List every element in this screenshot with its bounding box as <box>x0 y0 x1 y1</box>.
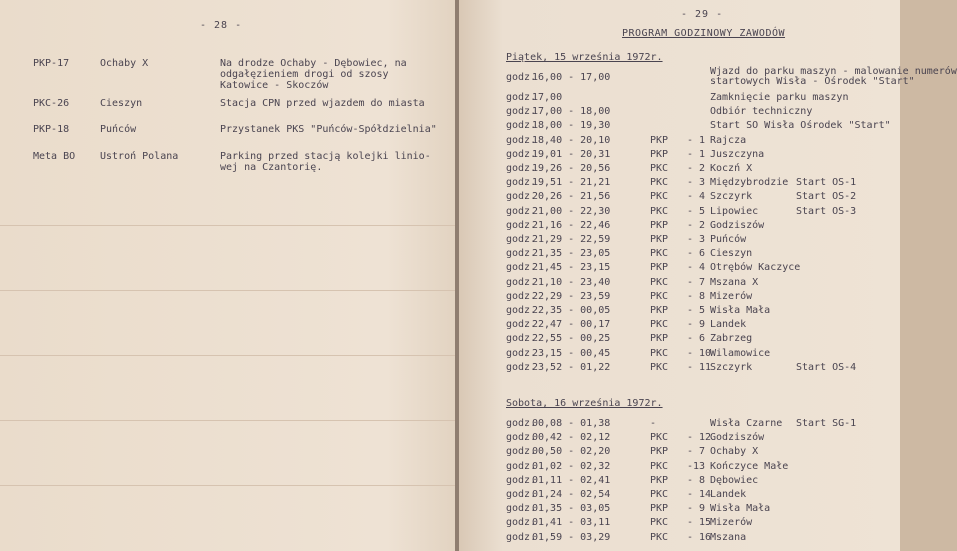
time-range: 21,35 - 23,05 <box>532 248 611 260</box>
time-label: godz. <box>506 305 537 316</box>
place-name: Zamknięcie parku maszyn <box>710 92 849 103</box>
checkpoint-place: Cieszyn <box>100 98 143 109</box>
place-name: Dębowiec <box>710 474 759 486</box>
checkpoint-code: PKC <box>650 276 669 288</box>
place-name: Mizerów <box>710 290 753 302</box>
checkpoint-code: PKC <box>650 489 669 500</box>
time-range: 17,00 <box>532 92 563 103</box>
time-label: godz. <box>506 191 537 203</box>
checkpoint-code: PKP <box>650 474 669 486</box>
checkpoint-number: - 3 <box>687 177 706 189</box>
checkpoint-code: PKP <box>650 333 669 345</box>
place-name: Zabrzeg <box>710 333 753 345</box>
page-title: PROGRAM GODZINOWY ZAWODÓW <box>622 28 786 39</box>
checkpoint-code: PKC <box>650 517 669 529</box>
place-name: Start SO Wisła Ośrodek "Start" <box>710 120 891 132</box>
place-name: Międzybrodzie <box>710 177 789 189</box>
time-range: 19,51 - 21,21 <box>532 177 611 189</box>
checkpoint-place: Ustroń Polana <box>100 151 179 162</box>
place-name: Landek <box>710 489 747 500</box>
time-label: godz. <box>506 517 537 529</box>
checkpoint-description: Na drodze Ochaby - Dębowiec, na odgałęzieniem drogi od szosy Katowice - Skoczów <box>220 58 407 91</box>
time-label: godz. <box>506 177 537 189</box>
checkpoint-code: PKC-26 <box>33 98 70 109</box>
checkpoint-number: - 14 <box>687 489 712 500</box>
checkpoint-number: - 9 <box>687 319 706 331</box>
time-label: godz. <box>506 347 537 359</box>
checkpoint-number: - 8 <box>687 474 706 486</box>
checkpoint-code: PKC <box>650 290 669 302</box>
paper-line <box>0 420 455 421</box>
time-label: godz. <box>506 262 537 274</box>
time-label: godz. <box>506 446 537 458</box>
checkpoint-code: PKP <box>650 503 669 515</box>
checkpoint-code: PKC <box>650 248 669 260</box>
checkpoint-code: Meta BO <box>33 151 76 162</box>
place-name: Wjazd do parku maszyn - malowanie numerów startowych Wisła - Ośrodek "Start" <box>710 66 957 87</box>
checkpoint-code: PKP <box>650 305 669 316</box>
checkpoint-code: PKP <box>650 134 669 146</box>
time-range: 17,00 - 18,00 <box>532 106 611 118</box>
time-range: 22,55 - 00,25 <box>532 333 611 345</box>
time-range: 00,50 - 02,20 <box>532 446 611 458</box>
time-range: 01,59 - 03,29 <box>532 531 611 543</box>
checkpoint-code: PKP <box>650 446 669 458</box>
time-range: 19,01 - 20,31 <box>532 148 611 160</box>
time-label: godz. <box>506 163 537 174</box>
time-label: godz. <box>506 205 537 217</box>
place-name: Rajcza <box>710 134 747 146</box>
checkpoint-description: Stacja CPN przed wjazdem do miasta <box>220 98 425 109</box>
time-range: 21,10 - 23,40 <box>532 276 611 288</box>
time-range: 22,29 - 23,59 <box>532 290 611 302</box>
checkpoint-number: - 3 <box>687 234 706 245</box>
place-name: Mszana X <box>710 276 759 288</box>
checkpoint-number: - 15 <box>687 517 712 529</box>
place-name: Wilamowice <box>710 347 771 359</box>
checkpoint-code: PKC <box>650 205 669 217</box>
place-name: Godziszów <box>710 219 765 231</box>
time-label: godz. <box>506 92 537 103</box>
checkpoint-code: PKC <box>650 177 669 189</box>
time-label: godz. <box>506 319 537 331</box>
place-name: Puńców <box>710 234 747 245</box>
time-label: godz. <box>506 361 537 373</box>
time-range: 23,52 - 01,22 <box>532 361 611 373</box>
checkpoint-code: - <box>650 418 657 429</box>
checkpoint-number: - 1 <box>687 148 706 160</box>
place-name: Lipowiec <box>710 205 759 217</box>
checkpoint-number: - 7 <box>687 446 706 458</box>
time-range: 21,00 - 22,30 <box>532 205 611 217</box>
place-name: Mizerów <box>710 517 753 529</box>
place-name: Godziszów <box>710 432 765 444</box>
place-name: Wisła Mała <box>710 305 771 316</box>
checkpoint-code: PKP-18 <box>33 124 70 135</box>
checkpoint-code: PKP <box>650 262 669 274</box>
stage-start: Start OS-3 <box>796 205 857 217</box>
time-range: 18,00 - 19,30 <box>532 120 611 132</box>
time-range: 18,40 - 20,10 <box>532 134 611 146</box>
time-label: godz. <box>506 333 537 345</box>
time-range: 20,26 - 21,56 <box>532 191 611 203</box>
time-label: godz. <box>506 219 537 231</box>
checkpoint-number: - 5 <box>687 305 706 316</box>
right-page <box>459 0 957 551</box>
checkpoint-description: Parking przed stacją kolejki linio- wej na Czantorię. <box>220 151 431 173</box>
checkpoint-number: - 1 <box>687 134 706 146</box>
place-name: Ochaby X <box>710 446 759 458</box>
time-label: godz. <box>506 531 537 543</box>
time-label: godz. <box>506 148 537 160</box>
checkpoint-number: - 10 <box>687 347 712 359</box>
place-name: Landek <box>710 319 747 331</box>
time-range: 01,11 - 02,41 <box>532 474 611 486</box>
stage-start: Start OS-1 <box>796 177 857 189</box>
place-name: Juszczyna <box>710 148 765 160</box>
stage-start: Start OS-2 <box>796 191 857 203</box>
checkpoint-number: -13 <box>687 460 706 472</box>
checkpoint-number: - 9 <box>687 503 706 515</box>
time-range: 21,45 - 23,15 <box>532 262 611 274</box>
checkpoint-code: PKC <box>650 460 669 472</box>
time-range: 01,24 - 02,54 <box>532 489 611 500</box>
checkpoint-description: Przystanek PKS "Puńców-Spółdzielnia" <box>220 124 437 135</box>
checkpoint-code: PKC <box>650 163 669 174</box>
time-range: 19,26 - 20,56 <box>532 163 611 174</box>
paper-line <box>0 225 455 226</box>
checkpoint-code: PKC <box>650 432 669 444</box>
place-name: Szczyrk <box>710 361 753 373</box>
checkpoint-code: PKP <box>650 234 669 245</box>
checkpoint-code: PKC <box>650 191 669 203</box>
checkpoint-number: - 8 <box>687 290 706 302</box>
time-range: 00,42 - 02,12 <box>532 432 611 444</box>
place-name: Cieszyn <box>710 248 753 260</box>
checkpoint-number: - 5 <box>687 205 706 217</box>
checkpoint-place: Puńców <box>100 124 137 135</box>
time-range: 01,35 - 03,05 <box>532 503 611 515</box>
time-range: 00,08 - 01,38 <box>532 418 611 429</box>
paper-line <box>0 355 455 356</box>
page-number: - 28 - <box>200 20 243 31</box>
place-name: Otrębów Kaczyce <box>710 262 801 274</box>
time-label: godz. <box>506 106 537 118</box>
place-name: Wisła Mała <box>710 503 771 515</box>
checkpoint-number: - 12 <box>687 432 712 444</box>
time-range: 01,41 - 03,11 <box>532 517 611 529</box>
checkpoint-code: PKC <box>650 531 669 543</box>
time-label: godz. <box>506 290 537 302</box>
time-label: godz. <box>506 276 537 288</box>
paper-line <box>0 290 455 291</box>
checkpoint-number: - 7 <box>687 276 706 288</box>
time-label: godz. <box>506 489 537 500</box>
time-range: 16,00 - 17,00 <box>532 72 611 83</box>
time-label: godz. <box>506 72 537 83</box>
time-label: godz. <box>506 120 537 132</box>
day-heading: Piątek, 15 września 1972r. <box>506 52 663 63</box>
stage-start: Start SG-1 <box>796 418 857 429</box>
checkpoint-number: - 2 <box>687 219 706 231</box>
time-label: godz. <box>506 432 537 444</box>
time-range: 23,15 - 00,45 <box>532 347 611 359</box>
checkpoint-number: - 4 <box>687 262 706 274</box>
checkpoint-code: PKC <box>650 319 669 331</box>
time-label: godz. <box>506 134 537 146</box>
checkpoint-code: PKP <box>650 219 669 231</box>
time-label: godz. <box>506 418 537 429</box>
time-label: godz. <box>506 234 537 245</box>
time-range: 21,29 - 22,59 <box>532 234 611 245</box>
checkpoint-number: - 2 <box>687 163 706 174</box>
place-name: Koczń X <box>710 163 753 174</box>
time-label: godz. <box>506 460 537 472</box>
checkpoint-number: - 4 <box>687 191 706 203</box>
checkpoint-code: PKP-17 <box>33 58 70 69</box>
checkpoint-number: - 6 <box>687 248 706 260</box>
place-name: Kończyce Małe <box>710 460 789 472</box>
checkpoint-place: Ochaby X <box>100 58 149 69</box>
checkpoint-code: PKP <box>650 148 669 160</box>
place-name: Szczyrk <box>710 191 753 203</box>
time-range: 01,02 - 02,32 <box>532 460 611 472</box>
checkpoint-number: - 16 <box>687 531 712 543</box>
checkpoint-number: - 6 <box>687 333 706 345</box>
place-name: Wisła Czarne <box>710 418 783 429</box>
time-range: 21,16 - 22,46 <box>532 219 611 231</box>
place-name: Mszana <box>710 531 747 543</box>
time-label: godz. <box>506 474 537 486</box>
left-page <box>0 0 455 551</box>
time-range: 22,47 - 00,17 <box>532 319 611 331</box>
place-name: Odbiór techniczny <box>710 106 813 118</box>
page-number: - 29 - <box>681 9 724 20</box>
time-label: godz. <box>506 248 537 260</box>
checkpoint-number: - 11 <box>687 361 712 373</box>
day-heading: Sobota, 16 września 1972r. <box>506 398 663 409</box>
time-range: 22,35 - 00,05 <box>532 305 611 316</box>
paper-line <box>0 485 455 486</box>
time-label: godz. <box>506 503 537 515</box>
checkpoint-code: PKC <box>650 347 669 359</box>
checkpoint-code: PKC <box>650 361 669 373</box>
stage-start: Start OS-4 <box>796 361 857 373</box>
